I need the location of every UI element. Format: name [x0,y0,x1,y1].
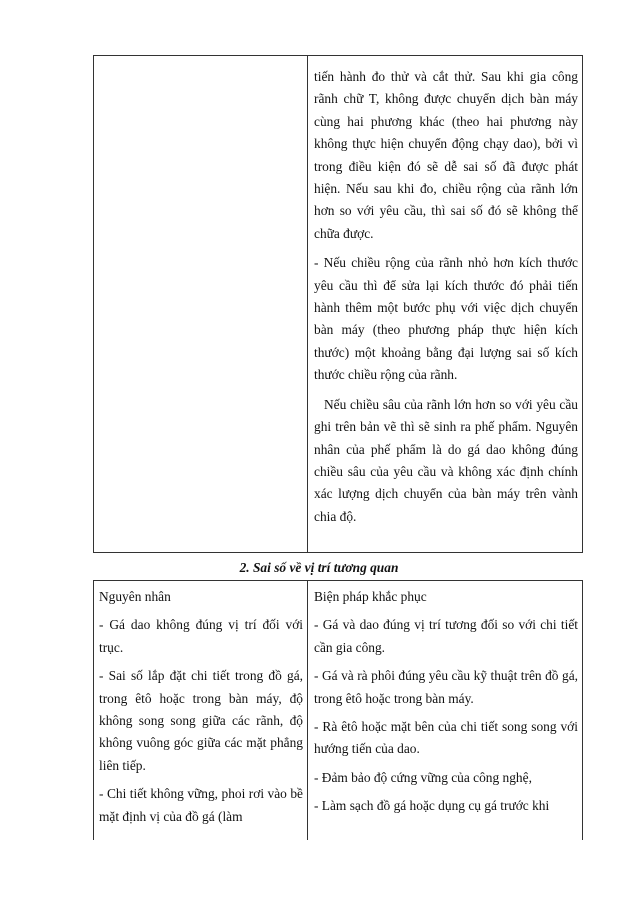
paragraph-depth-larger: Nếu chiều sâu của rãnh lớn hơn so với yêu cầu ghi trên bản vẽ thì sẽ sinh ra phế phẩm. Nguyên nhân của phế phẩm là do gá dao không đúng chiều sâu của yêu cầu và không xác định chính xác lượng dịch chuyển của bàn máy trên vành chia độ. [314,396,578,524]
remedy-item: - Gá và rà phôi đúng yêu cầu kỹ thuật trên đồ gá, trong êtô hoặc trong bàn máy. [314,668,578,706]
column-divider [307,56,308,552]
table-continued [93,55,583,553]
section-heading: 2. Sai số về vị trí tương quan [239,560,399,575]
column-divider [307,581,308,840]
remedy-item: - Gá và dao đúng vị trí tương đối so với chi tiết cần gia công. [314,617,578,655]
paragraph-trial-cut: tiến hành đo thử và cắt thử. Sau khi gia công rãnh chữ T, không được chuyển dịch bàn máy cùng hai phương khác (theo hai phương này không thực hiện chuyển động chạy dao), bởi vì trong điều kiện đó sẽ dễ sai số đã được phát hiện. Nếu sau khi đo, chiều rộng của rãnh lớn hơn so với yêu cầu, thì sai số đó sẽ không thể chữa được. [314,69,578,241]
cause-item: - Sai số lắp đặt chi tiết trong đồ gá, trong êtô hoặc trong bàn máy, độ không song song giữa các rãnh, độ không vuông góc giữa các mặt phẳng liên tiếp. [99,668,303,773]
column-remedies [314,586,578,824]
header-remedies: Biện pháp khắc phục [314,589,427,604]
cause-item: - Chi tiết không vững, phoi rơi vào bề mặt định vị của đồ gá (làm [99,786,303,824]
table-right-cell [314,66,578,535]
header-causes: Nguyên nhân [99,589,171,604]
remedy-item: - Làm sạch đồ gá hoặc dụng cụ gá trước khi [314,798,550,814]
remedy-item: - Rà êtô hoặc mặt bên của chi tiết song song với hướng tiến của dao. [314,719,578,757]
cause-item: - Gá dao không đúng vị trí đối với trục. [99,617,303,655]
remedy-item: - Đảm bảo độ cứng vững của công nghệ, [314,769,532,785]
table-position-error [93,580,583,840]
column-causes [99,586,303,834]
paragraph-width-smaller: - Nếu chiều rộng của rãnh nhỏ hơn kích thước yêu cầu thì để sửa lại kích thước đó phải tiến hành thêm một bước phụ với việc dịch chuyển bàn máy (theo phương pháp thực hiện kích thước) một khoảng bằng đại lượng sai số kích thước chiều rộng của rãnh. [314,255,578,383]
